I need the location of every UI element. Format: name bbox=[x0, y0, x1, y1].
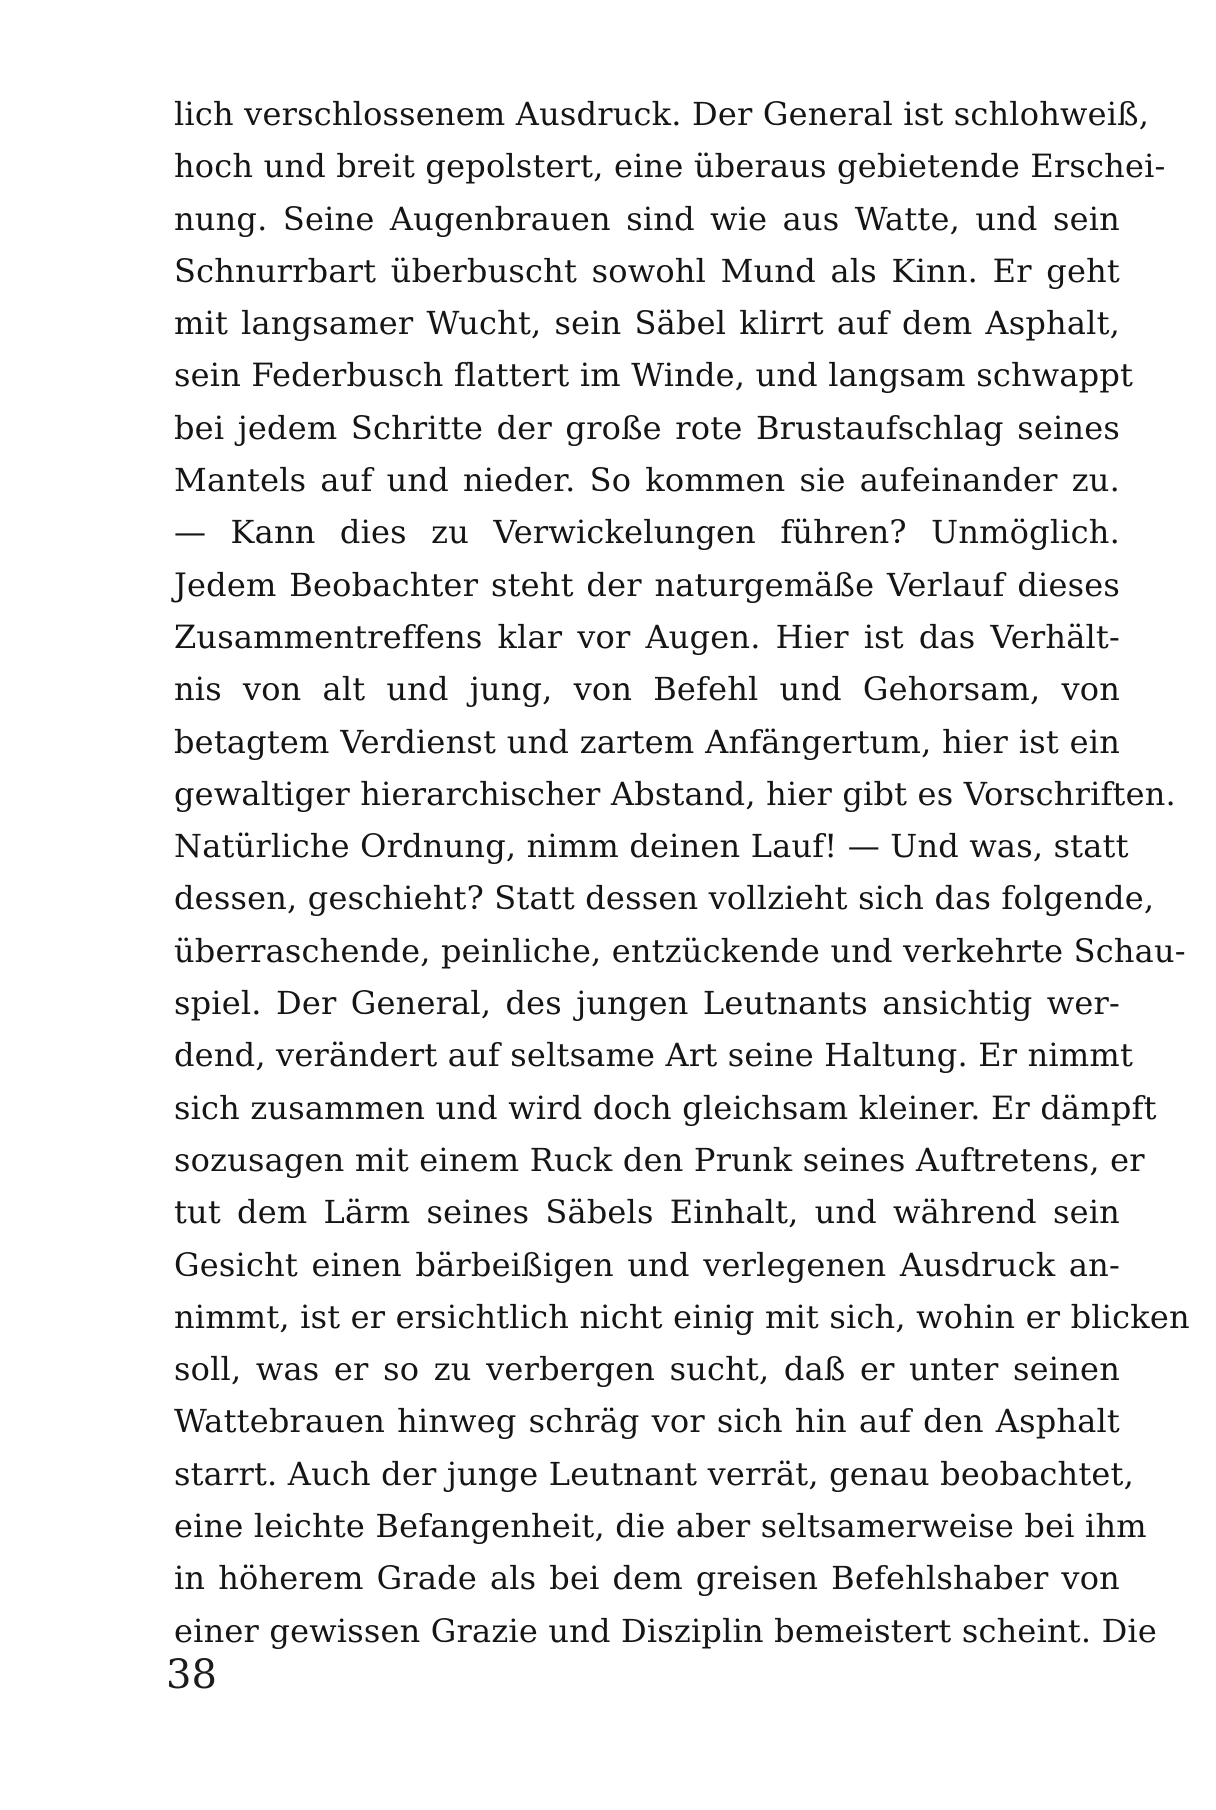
text-line: tut dem Lärm seines Säbels Einhalt, und während sein bbox=[174, 1193, 1120, 1232]
text-line: Mantels auf und nieder. So kommen sie aufeinander zu. bbox=[174, 461, 1120, 500]
text-line: Gesicht einen bärbeißigen und verlegenen Ausdruck an- bbox=[174, 1245, 1120, 1284]
text-line: Zusammentreffens klar vor Augen. Hier ist das Verhält- bbox=[174, 617, 1120, 656]
text-line: starrt. Auch der junge Leutnant verrät, genau beobachtet, bbox=[174, 1454, 1134, 1493]
text-line: Schnurrbart überbuscht sowohl Mund als Kinn. Er geht bbox=[174, 251, 1120, 290]
text-line: eine leichte Befangenheit, die aber seltsamerweise bei ihm bbox=[174, 1507, 1147, 1546]
text-line: mit langsamer Wucht, sein Säbel klirrt auf dem Asphalt, bbox=[174, 304, 1120, 343]
body-text bbox=[174, 88, 1190, 1657]
text-line: nung. Seine Augenbrauen sind wie aus Watte, und sein bbox=[174, 199, 1120, 238]
text-line: sozusagen mit einem Ruck den Prunk seines Auftretens, er bbox=[174, 1140, 1145, 1179]
text-line: hoch und breit gepolstert, eine überaus gebietende Erschei- bbox=[174, 147, 1166, 186]
text-line: lich verschlossenem Ausdruck. Der General ist schlohweiß, bbox=[174, 95, 1150, 133]
page-number: 38 bbox=[166, 1652, 217, 1698]
text-line: sich zusammen und wird doch gleichsam kleiner. Er dämpft bbox=[174, 1088, 1157, 1127]
text-line: soll, was er so zu verbergen sucht, daß er unter seinen bbox=[174, 1350, 1120, 1389]
text-line: Wattebrauen hinweg schräg vor sich hin auf den Asphalt bbox=[174, 1402, 1120, 1441]
text-line: dend, verändert auf seltsame Art seine Haltung. Er nimmt bbox=[174, 1036, 1134, 1075]
text-line: gewaltiger hierarchischer Abstand, hier gibt es Vorschriften. bbox=[174, 774, 1176, 813]
text-line: spiel. Der General, des jungen Leutnants ansichtig wer- bbox=[174, 984, 1120, 1023]
text-line: einer gewissen Grazie und Disziplin bemeistert scheint. Die bbox=[174, 1611, 1158, 1650]
text-line: Natürliche Ordnung, nimm deinen Lauf! — Und was, statt bbox=[174, 827, 1129, 866]
text-line: sein Federbusch flattert im Winde, und langsam schwappt bbox=[174, 356, 1134, 395]
text-line: überraschende, peinliche, entzückende und verkehrte Schau- bbox=[174, 931, 1186, 970]
text-line: nimmt, ist er ersichtlich nicht einig mit sich, wohin er blicken bbox=[174, 1297, 1190, 1336]
text-line: betagtem Verdienst und zartem Anfängertum, hier ist ein bbox=[174, 722, 1120, 761]
text-line: bei jedem Schritte der große rote Brustaufschlag seines bbox=[174, 408, 1120, 447]
text-line: Jedem Beobachter steht der naturgemäße Verlauf dieses bbox=[174, 565, 1120, 604]
text-line: nis von alt und jung, von Befehl und Gehorsam, von bbox=[174, 670, 1120, 709]
text-line: — Kann dies zu Verwickelungen führen? Unmöglich. bbox=[174, 513, 1120, 552]
text-line: in höherem Grade als bei dem greisen Befehlshaber von bbox=[174, 1559, 1120, 1598]
text-line: dessen, geschieht? Statt dessen vollzieht sich das folgende, bbox=[174, 879, 1155, 918]
